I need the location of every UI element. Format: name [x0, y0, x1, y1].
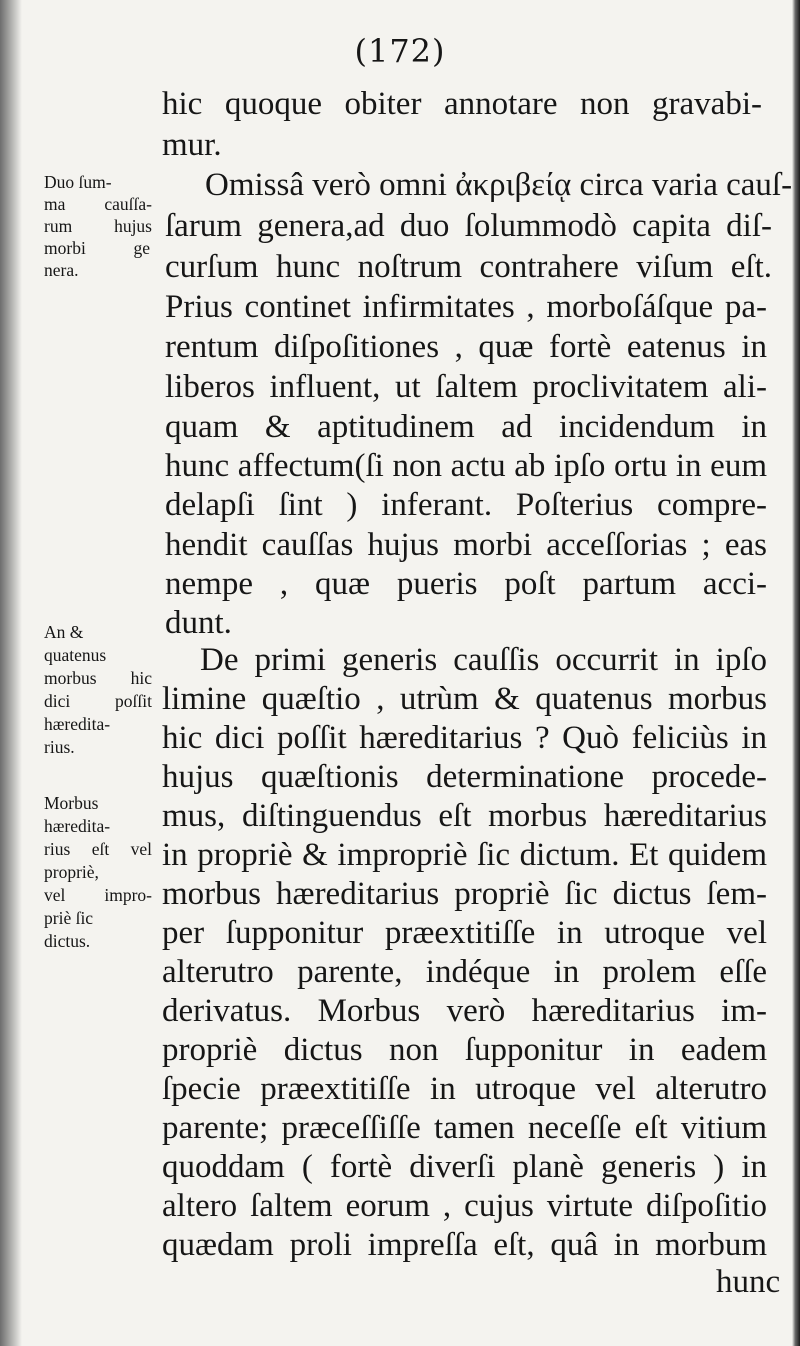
marginal-note-line: hæredita- — [44, 816, 111, 836]
marginal-note-line: rum hujus — [44, 216, 152, 236]
text-line: De primi generis cauſſis occurrit in ipſo — [200, 642, 767, 678]
text-line: ſarum genera,ad duo ſolummodò capita diſ- — [165, 208, 772, 244]
text-line: quoddam ( fortè diverſi planè generis ) in — [162, 1149, 767, 1185]
text-line: hic quoque obiter annotare non gravabi- — [162, 86, 762, 122]
marginal-note-line: quatenus — [44, 645, 107, 665]
text-line: hunc — [716, 1264, 781, 1300]
text-line: nempe , quæ pueris poſt partum acci- — [165, 566, 767, 602]
marginal-note-line: priè ſic — [44, 908, 94, 928]
text-line: hujus quæſtionis determinatione procede- — [162, 759, 767, 795]
text-line: quædam proli impreſſa eſt, quâ in morbum — [162, 1227, 767, 1263]
marginal-note-line: nera. — [44, 260, 79, 280]
text-line: ſpecie præextitiſſe in utroque vel alterutro — [162, 1071, 767, 1107]
marginal-note-line: propriè, — [44, 862, 99, 882]
text-line: quam & aptitudinem ad incidendum in — [165, 409, 767, 445]
marginal-note-line: dici poſſit — [44, 691, 152, 711]
marginal-note-line: morbi ge — [44, 238, 150, 258]
text-line: mus, diſtinguendus eſt morbus hæreditarius — [162, 798, 767, 834]
text-line: Omissâ verò omni ἀκριβείᾳ circa varia cauſ- — [205, 167, 793, 203]
marginal-note-line: vel impro- — [44, 885, 152, 905]
text-line: mur. — [162, 127, 222, 163]
text-line: hendit cauſſas hujus morbi acceſſorias ; eas — [165, 527, 767, 563]
text-line: alterutro parente, indéque in prolem eſſe — [162, 954, 767, 990]
marginal-note-line: hæredita- — [44, 714, 111, 734]
marginal-note-line: ma cauſſa- — [44, 194, 152, 214]
text-line: morbus hæreditarius propriè ſic dictus ſem- — [162, 876, 767, 912]
text-line: liberos influent, ut ſaltem proclivitatem ali- — [165, 369, 767, 405]
text-line: dunt. — [165, 605, 232, 641]
marginal-note-line: dictus. — [44, 931, 91, 951]
marginal-note-line: morbus hic — [44, 668, 152, 688]
marginal-note-line: An & — [44, 622, 84, 642]
marginal-note-line: Duo ſum- — [44, 172, 112, 192]
text-line: hic dici poſſit hæreditarius ? Quò feliciùs in — [162, 720, 767, 756]
text-line: hunc affectum(ſi non actu ab ipſo ortu in eum — [165, 448, 767, 484]
marginal-note-line: Morbus — [44, 793, 99, 813]
text-line: per ſupponitur præextitiſſe in utroque vel — [162, 915, 767, 951]
page-number: (172) — [354, 32, 446, 70]
text-line: Prius continet infirmitates , morboſáſque pa- — [165, 289, 767, 325]
marginal-note-line: rius. — [44, 737, 75, 757]
text-line: altero ſaltem eorum , cujus virtute diſpoſitio — [162, 1188, 767, 1224]
text-line: derivatus. Morbus verò hæreditarius im- — [162, 993, 767, 1029]
text-line: rentum diſpoſitiones , quæ fortè eatenus in — [165, 329, 767, 365]
text-line: limine quæſtio , utrùm & quatenus morbus — [162, 681, 767, 717]
text-line: in propriè & impropriè ſic dictum. Et quidem — [162, 837, 767, 873]
text-line: curſum hunc noſtrum contrahere viſum eſt. — [165, 249, 772, 285]
marginal-note-line: rius eſt vel — [44, 839, 152, 859]
text-line: parente; præceſſiſſe tamen neceſſe eſt vitium — [162, 1110, 767, 1146]
text-line: delapſi ſint ) inferant. Poſterius compre- — [165, 487, 767, 523]
text-line: propriè dictus non ſupponitur in eadem — [162, 1032, 767, 1068]
